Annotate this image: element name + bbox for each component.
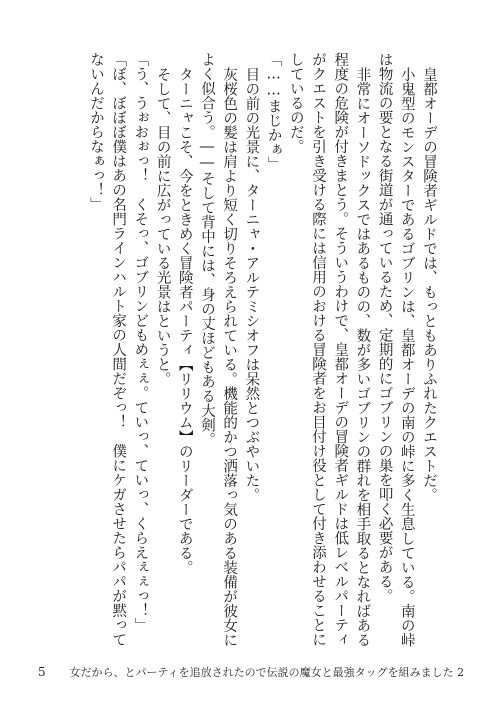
paragraph: そして、目の前に広がっている光景はというと。 — [154, 66, 171, 386]
vertical-text-body — [50, 52, 440, 648]
paragraph: 皇都オーデの冒険者ギルドでは、もっともありふれたクエストだ。 — [421, 66, 437, 502]
paragraph: 非常にオーソドックスではあるものの、数が多いゴブリンの群れを相手取るとなればある程度の危険が付きまとう。そういうわけで、皇都オーデの冒険者ギルドは低レベルパーティがクエストを引き受ける際には信用のおける冒険者をお目付け役として付き添わせることにしているのだ。 — [287, 52, 371, 647]
book-title: 女だから、とパーティを追放されたので伝説の魔女と最強タッグを組みました 2 — [69, 666, 465, 679]
paragraph: 小鬼型のモンスターであるゴブリンは、皇都オーデの南の峠に多く生息している。南の峠は物流の要となる街道が通っているため、定期的にゴブリンの巣を叩く必要がある。 — [376, 52, 415, 647]
page-footer — [38, 664, 464, 680]
paragraph: 「ぼ、ぼぼぼ僕はあの名門ラインハルト家の人間だぞっ！ 僕にケガさせたらパパが黙ってないんだからなぁっ！」 — [87, 52, 127, 647]
page-number: 5 — [38, 665, 46, 679]
paragraph: 目の前の光景に、ターニャ・アルテミシオフは呆然とつぶやいた。 — [243, 66, 260, 502]
paragraph: ターニャこそ、今をときめく冒険者パーティ【リリウム】のリーダーである。 — [176, 66, 193, 574]
paragraph: 「……まじかぁ」 — [265, 52, 282, 171]
paragraph: 灰桜色の髪は肩より短く切りそろえられている。機能的かつ洒落っ気のある装備が彼女によく似合う。――そして背中には、身の丈ほどもある大剣。 — [198, 52, 238, 647]
paragraph: 「う、うぉおぉっ！ くそっ、ゴブリンどもめぇぇ。ていっ、ていっ、くらえぇぇっ！」 — [132, 52, 149, 632]
